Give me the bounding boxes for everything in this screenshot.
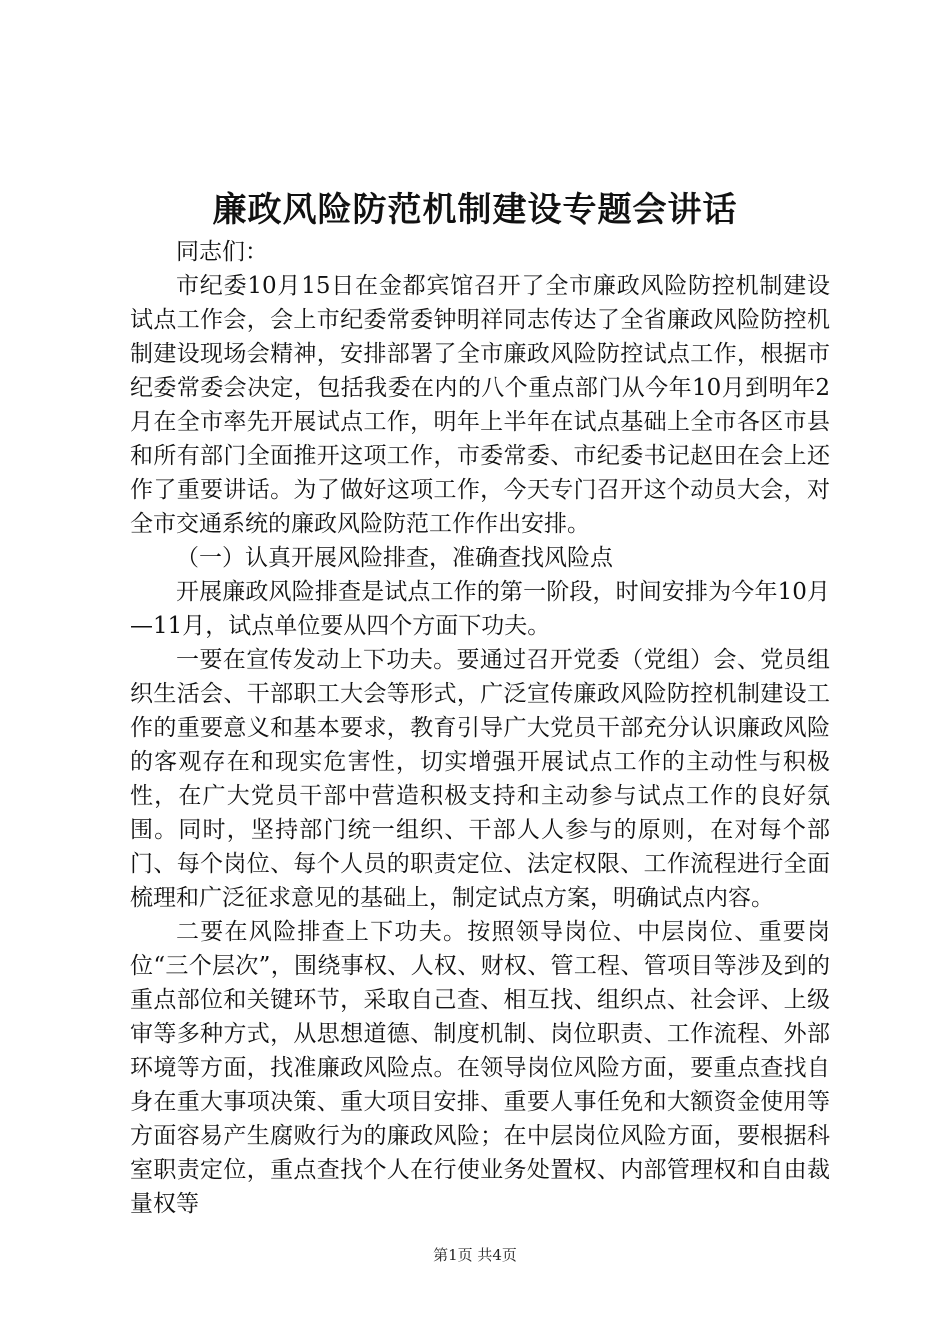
body-paragraph: 开展廉政风险排查是试点工作的第一阶段，时间安排为今年10月—11月，试点单位要从四个方面下功夫。: [130, 579, 830, 639]
body-paragraph: 市纪委10月15日在金都宾馆召开了全市廉政风险防控机制建设试点工作会，会上市纪委常委钟明祥同志传达了全省廉政风险防控机制建设现场会精神，安排部署了全市廉政风险防控试点工作，根据市纪委常委会决定，包括我委在内的八个重点部门从今年10月到明年2月在全市率先开展试点工作，明年上半年在试点基础上全市各区市县和所有部门全面推开这项工作，市委常委、市纪委书记赵田在会上还作了重要讲话。为了做好这项工作，今天专门召开这个动员大会，对全市交通系统的廉政风险防范工作作出安排。: [130, 273, 830, 537]
section-heading: （一）认真开展风险排查，准确查找风险点: [176, 545, 613, 571]
page-footer: 第1页 共4页: [433, 1246, 517, 1264]
salutation-paragraph: 同志们：: [176, 239, 268, 265]
document-title: 廉政风险防范机制建设专题会讲话: [212, 190, 738, 230]
body-paragraph: 一要在宣传发动上下功夫。要通过召开党委（党组）会、党员组织生活会、干部职工大会等形式，广泛宣传廉政风险防控机制建设工作的重要意义和基本要求，教育引导广大党员干部充分认识廉政风险的客观存在和现实危害性，切实增强开展试点工作的主动性与积极性，在广大党员干部中营造积极支持和主动参与试点工作的良好氛围。同时，坚持部门统一组织、干部人人参与的原则，在对每个部门、每个岗位、每个人员的职责定位、法定权限、工作流程进行全面梳理和广泛征求意见的基础上，制定试点方案，明确试点内容。: [130, 647, 830, 911]
document-body: [130, 235, 830, 1221]
body-paragraph: 二要在风险排查上下功夫。按照领导岗位、中层岗位、重要岗位“三个层次”，围绕事权、人权、财权、管工程、管项目等涉及到的重点部位和关键环节，采取自己查、相互找、组织点、社会评、上级审等多种方式，从思想道德、制度机制、岗位职责、工作流程、外部环境等方面，找准廉政风险点。在领导岗位风险方面，要重点查找自身在重大事项决策、重大项目安排、重要人事任免和大额资金使用等方面容易产生腐败行为的廉政风险；在中层岗位风险方面，要根据科室职责定位，重点查找个人在行使业务处置权、内部管理权和自由裁量权等: [130, 919, 830, 1217]
